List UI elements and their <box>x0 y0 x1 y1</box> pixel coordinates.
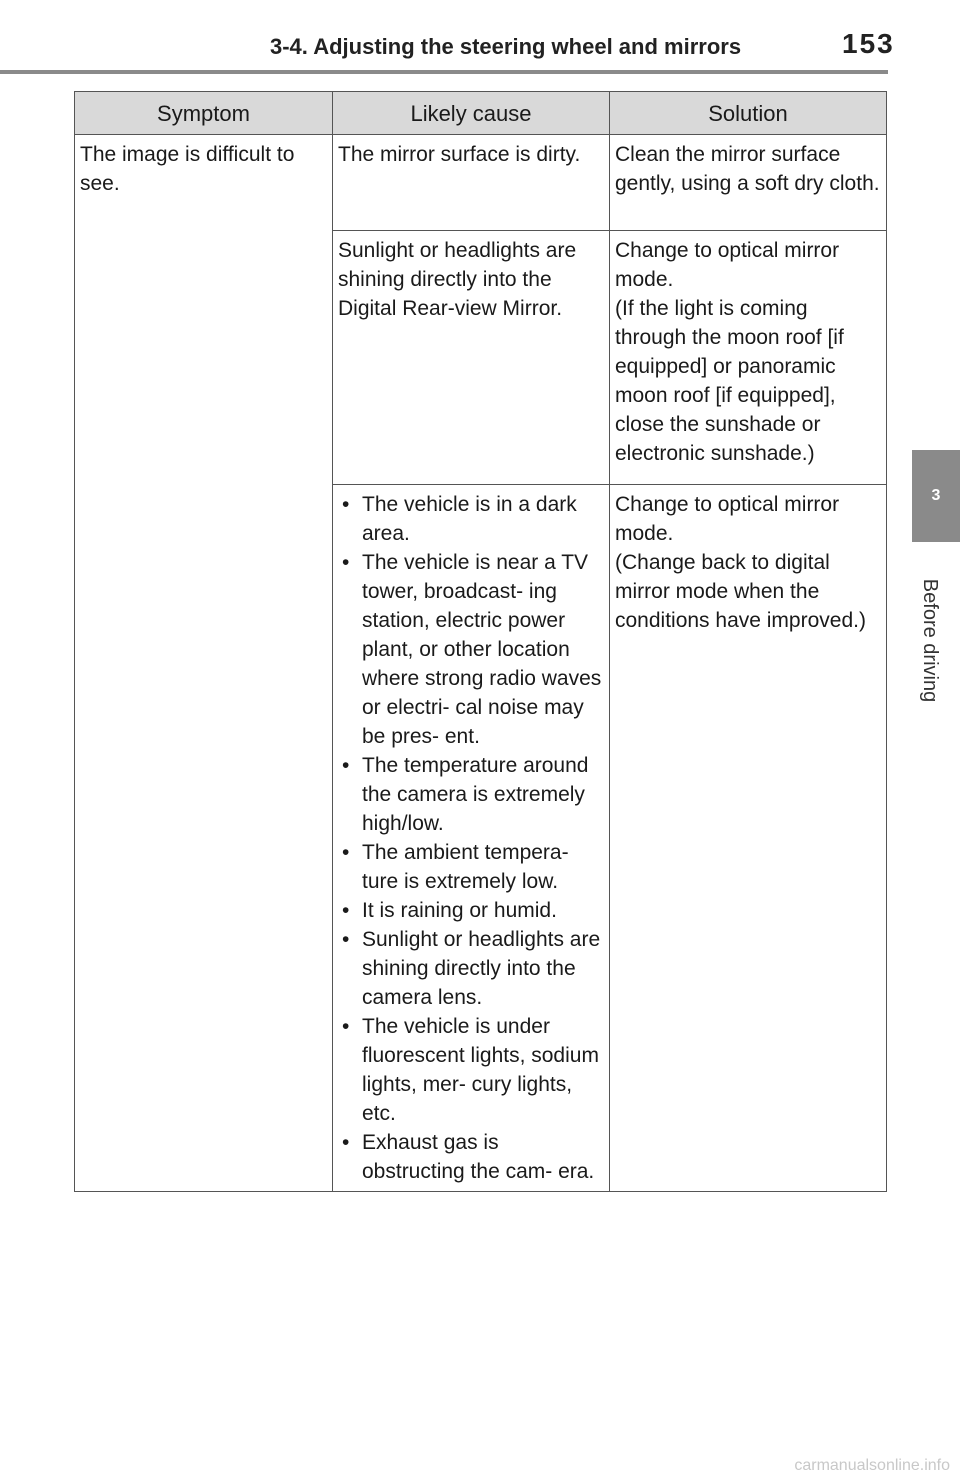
list-item: • The vehicle is under fluorescent lights, sodium lights, mer- cury lights, etc. <box>338 1012 604 1128</box>
column-header-solution: Solution <box>610 92 887 135</box>
page-number: 153 <box>842 28 895 59</box>
cause-cell <box>333 485 610 1192</box>
footer-watermark: carmanualsonline.info <box>794 1457 950 1474</box>
cause-cell: Sunlight or headlights are shining directly into the Digital Rear-view Mirror. <box>333 231 610 485</box>
list-item: • It is raining or humid. <box>338 896 604 925</box>
troubleshooting-table <box>74 91 887 1192</box>
cause-cell: The mirror surface is dirty. <box>333 135 610 231</box>
solution-cell: Change to optical mirror mode. (If the light is coming through the moon roof [if equipped] or panoramic moon roof [if equipped], close the sunshade or electronic sunshade.) <box>610 231 887 485</box>
cause-bullet-list <box>338 490 604 1186</box>
list-item: • The vehicle is in a dark area. <box>338 490 604 548</box>
table-row <box>75 135 887 231</box>
section-title: 3-4. Adjusting the steering wheel and mirrors <box>270 34 742 59</box>
chapter-label <box>900 560 960 720</box>
solution-cell: Clean the mirror surface gently, using a soft dry cloth. <box>610 135 887 231</box>
list-item: • The ambient tempera- ture is extremely low. <box>338 838 604 896</box>
list-item: • The temperature around the camera is extremely high/low. <box>338 751 604 838</box>
column-header-symptom: Symptom <box>75 92 333 135</box>
list-item: • Sunlight or headlights are shining directly into the camera lens. <box>338 925 604 1012</box>
list-item: • The vehicle is near a TV tower, broadcast- ing station, electric power plant, or other location where strong radio waves or electri- cal noise may be pres- ent. <box>338 548 604 751</box>
chapter-tab <box>912 450 960 542</box>
list-item: • Exhaust gas is obstructing the cam- era. <box>338 1128 604 1186</box>
chapter-label-text: Before driving <box>919 578 942 702</box>
header-rule <box>0 70 888 74</box>
column-header-likely-cause: Likely cause <box>333 92 610 135</box>
table-header-row <box>75 92 887 135</box>
chapter-number: 3 <box>931 487 941 504</box>
solution-cell: Change to optical mirror mode. (Change back to digital mirror mode when the conditions have improved.) <box>610 485 887 1192</box>
symptom-cell: The image is difficult to see. <box>75 135 333 1192</box>
